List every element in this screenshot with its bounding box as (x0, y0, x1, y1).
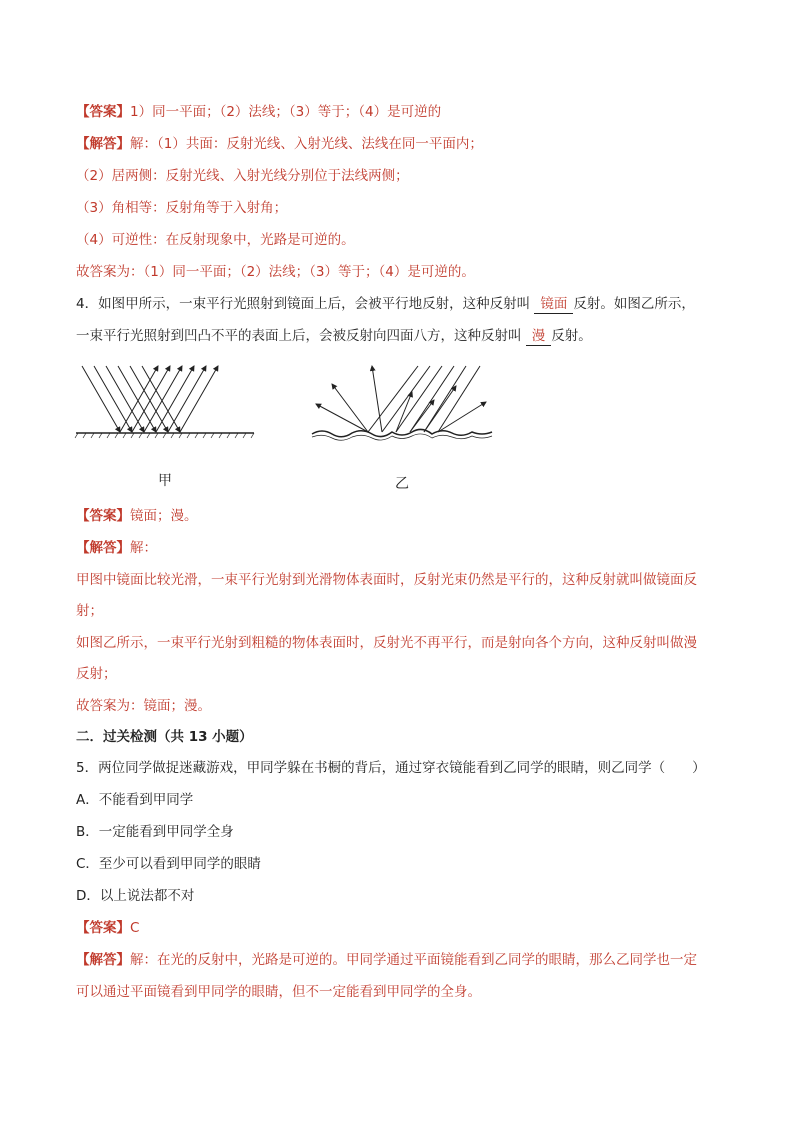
q3-answer (76, 102, 734, 122)
specular-reflection-figure (74, 362, 260, 442)
q3-analysis-line: 故答案为：（1）同一平面；（2）法线；（3）等于；（4）是可逆的。 (76, 264, 475, 280)
q5-option-a: A．不能看到甲同学 (76, 792, 194, 808)
figure-caption-yi: 乙 (395, 476, 409, 492)
answer-tag: 【答案】 (76, 920, 130, 936)
answer-tag: 【答案】 (76, 104, 130, 120)
q4-stem-text: 4．如图甲所示，一束平行光照射到镜面上后，会被平行地反射，这种反射叫 (76, 296, 531, 312)
q4-analysis-line: 甲图中镜面比较光滑，一束平行光射到光滑物体表面时，反射光束仍然是平行的，这种反射就叫做镜面反 (76, 572, 697, 588)
q5-stem: 5．两位同学做捉迷藏游戏，甲同学躲在书橱的背后，通过穿衣镜能看到乙同学的眼睛，则乙同学（ ） (76, 760, 706, 776)
analysis-tag: 【解答】 (76, 540, 130, 556)
q4-stem-text: 反射。如图乙所示， (573, 296, 695, 312)
figure-caption-jia: 甲 (158, 473, 172, 489)
analysis-text: 解： (130, 540, 157, 556)
answer-text: 1）同一平面；（2）法线；（3）等于；（4）是可逆的 (130, 104, 442, 120)
q5-analysis-line: 可以通过平面镜看到甲同学的眼睛，但不一定能看到甲同学的全身。 (76, 984, 481, 1000)
answer-text: 镜面；漫。 (130, 508, 198, 524)
q5-option-d: D．以上说法都不对 (76, 888, 195, 904)
section-heading: 二．过关检测（共 13 小题） (76, 729, 253, 745)
q3-analysis-line: （2）居两侧：反射光线、入射光线分别位于法线两侧； (76, 168, 409, 184)
q4-stem-text: 一束平行光照射到凹凸不平的表面上后，会被反射向四面八方，这种反射叫 (76, 328, 522, 344)
analysis-tag: 【解答】 (76, 952, 130, 968)
q5-option-c: C．至少可以看到甲同学的眼睛 (76, 856, 261, 872)
q3-analysis-line: （3）角相等：反射角等于入射角； (76, 200, 288, 216)
answer-tag: 【答案】 (76, 508, 130, 524)
q5-answer (76, 918, 734, 938)
answer-text: C (130, 920, 140, 936)
q5-option-b: B．一定能看到甲同学全身 (76, 824, 234, 840)
diffuse-reflection-figure (310, 362, 496, 442)
q4-analysis-line: 射； (76, 603, 103, 619)
q4-stem-text: 反射。 (551, 328, 592, 344)
q4-analysis-line: 如图乙所示，一束平行光射到粗糙的物体表面时，反射光不再平行，而是射向各个方向，这种反射叫做漫 (76, 635, 697, 651)
q3-analysis-line: （4）可逆性：在反射现象中，光路是可逆的。 (76, 232, 355, 248)
q4-analysis (76, 538, 734, 558)
q4-answer (76, 506, 734, 526)
q3-analysis (76, 134, 734, 154)
q4-analysis-line: 故答案为：镜面；漫。 (76, 698, 211, 714)
q4-blank-1: 镜面 (534, 296, 573, 314)
q4-analysis-line: 反射； (76, 666, 117, 682)
q5-analysis (76, 950, 734, 970)
analysis-tag: 【解答】 (76, 136, 130, 152)
analysis-text: 解：在光的反射中，光路是可逆的。甲同学通过平面镜能看到乙同学的眼睛，那么乙同学也一定 (130, 952, 697, 968)
q4-stem-line2 (76, 326, 734, 346)
q4-blank-2: 漫 (526, 328, 552, 346)
analysis-text: 解：（1）共面：反射光线、入射光线、法线在同一平面内； (130, 136, 483, 152)
q4-stem-line1 (76, 294, 734, 314)
